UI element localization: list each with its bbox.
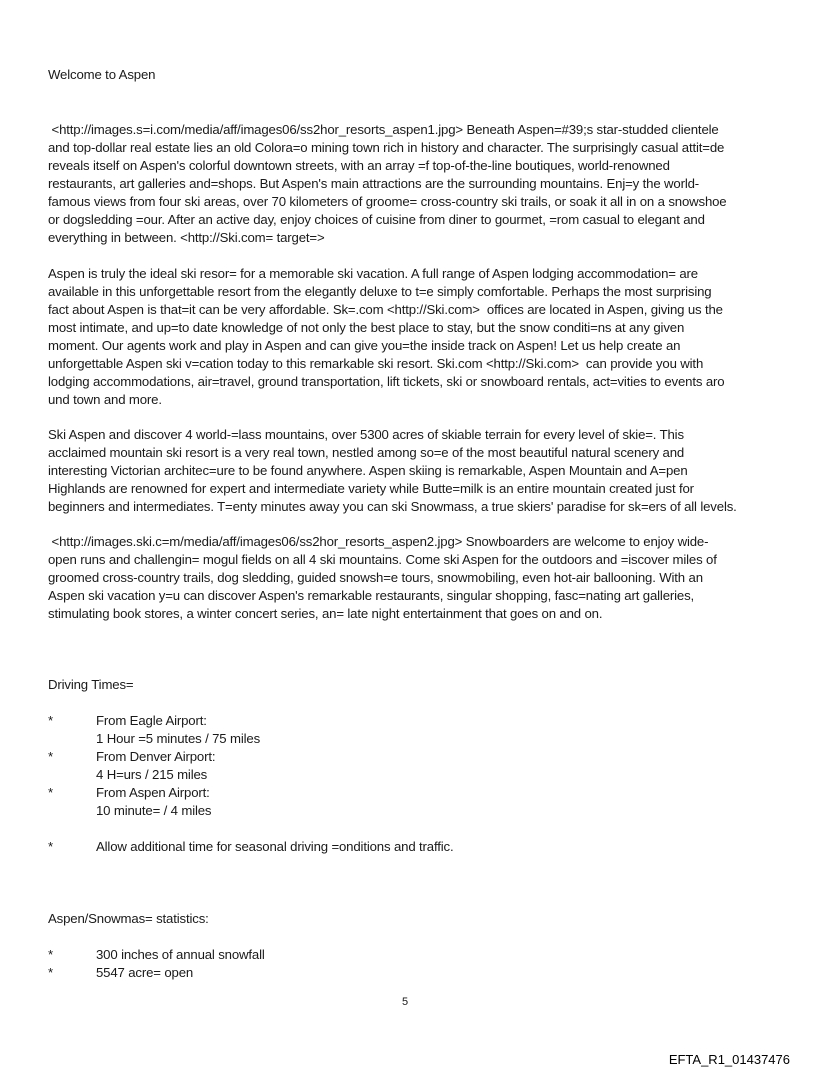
- text-line: unforgettable Aspen ski v=cation today to this remarkable ski resort. Ski.com <http://Ski.com> can provide you with: [48, 356, 704, 371]
- driving-times-heading: Driving Times=: [48, 677, 134, 692]
- text-line: beginners and intermediates. T=enty minutes away you can ski Snowmass, a true skiers' paradise for sk=ers of all levels.: [48, 499, 737, 514]
- page-number: 5: [402, 996, 409, 1008]
- text-line: moment. Our agents work and play in Aspen and can give you=the inside track on Aspen! Let us help create an: [48, 338, 681, 353]
- text-line: <http://images.s=i.com/media/aff/images06/ss2hor_resorts_aspen1.jpg> Beneath Aspen=#39;s star-studded clientele: [48, 122, 719, 137]
- statistics-heading: Aspen/Snowmas= statistics:: [48, 911, 209, 926]
- text-line: Ski Aspen and discover 4 world-=lass mountains, over 5300 acres of skiable terrain for every level of skie=. This: [48, 427, 684, 442]
- text-line: Aspen is truly the ideal ski resor= for a memorable ski vacation. A full range of Aspen lodging accommodation= are: [48, 266, 698, 281]
- statistics-item: 5547 acre= open: [96, 965, 194, 980]
- bullet-marker: *: [48, 839, 54, 854]
- text-line: lodging accommodations, air=travel, ground transportation, lift tickets, ski or snowboard rentals, act=vities to events aro: [48, 374, 725, 389]
- text-line: available in this unforgettable resort from the elegantly deluxe to t=e simply comfortable. Perhaps the most surprising: [48, 284, 712, 299]
- text-line: restaurants, art galleries and=shops. But Aspen's main attractions are the surrounding mountains. Enj=y the world-: [48, 176, 700, 191]
- text-line: interesting Victorian architec=ure to be found anywhere. Aspen skiing is remarkable, Aspen Mountain and A=pen: [48, 463, 688, 478]
- driving-item-origin: From Aspen Airport:: [96, 785, 210, 800]
- text-line: or dogsledding =our. After an active day, enjoy choices of cuisine from diner to gourmet, =rom casual to elegant and: [48, 212, 705, 227]
- bullet-marker: *: [48, 965, 54, 980]
- text-line: und town and more.: [48, 392, 162, 407]
- bullet-marker: *: [48, 749, 54, 764]
- text-line: <http://images.ski.c=m/media/aff/images06/ss2hor_resorts_aspen2.jpg> Snowboarders are welcome to enjoy wide-: [48, 534, 709, 549]
- driving-item-duration: 1 Hour =5 minutes / 75 miles: [96, 731, 261, 746]
- driving-item-origin: From Eagle Airport:: [96, 713, 207, 728]
- text-line: fact about Aspen is that=it can be very affordable. Sk=.com <http://Ski.com> offices are located in Aspen, giving us the: [48, 302, 723, 317]
- bullet-marker: *: [48, 947, 54, 962]
- paragraph-welcome: [48, 121, 778, 247]
- text-line: everything in between. <http://Ski.com= target=>: [48, 230, 325, 245]
- bullet-marker: *: [48, 785, 54, 800]
- text-line: famous views from four ski areas, over 70 kilometers of groome= cross-country ski trails, or soak it all in on a snowshoe: [48, 194, 727, 209]
- text-line: Aspen ski vacation y=u can discover Aspen's remarkable restaurants, singular shopping, fasc=nating art galleries,: [48, 588, 695, 603]
- driving-item-duration: 4 H=urs / 215 miles: [96, 767, 208, 782]
- bullet-marker: *: [48, 713, 54, 728]
- text-line: acclaimed mountain ski resort is a very real town, nestled among so=e of the most beautiful natural scenery and: [48, 445, 685, 460]
- document-title: Welcome to Aspen: [48, 67, 156, 82]
- driving-item-origin: From Denver Airport:: [96, 749, 216, 764]
- paragraph-ski-aspen: [48, 426, 778, 516]
- text-line: groomed cross-country trails, dog sledding, guided snowsh=e tours, snowmobiling, even hot-air ballooning. With an: [48, 570, 703, 585]
- driving-note: Allow additional time for seasonal driving =onditions and traffic.: [96, 839, 454, 854]
- text-line: Highlands are renowned for expert and intermediate variety while Butte=milk is an entire mountain created just for: [48, 481, 694, 496]
- text-line: open runs and challengin= mogul fields on all 4 ski mountains. Come ski Aspen for the outdoors and =iscover miles of: [48, 552, 717, 567]
- paragraph-snowboarders: [48, 533, 778, 623]
- text-line: stimulating book stores, a winter concert series, an= late night entertainment that goes on and on.: [48, 606, 603, 621]
- document-id-stamp: EFTA_R1_01437476: [668, 1052, 790, 1067]
- paragraph-ideal-resort: [48, 265, 778, 409]
- statistics-item: 300 inches of annual snowfall: [96, 947, 265, 962]
- driving-item-duration: 10 minute= / 4 miles: [96, 803, 212, 818]
- text-line: reveals itself on Aspen's colorful downtown streets, with an array =f top-of-the-line boutiques, world-renowned: [48, 158, 670, 173]
- text-line: and top-dollar real estate lies an old Colora=o mining town rich in history and character. The surprisingly casual attit=de: [48, 140, 725, 155]
- text-line: most intimate, and up=to date knowledge of not only the best place to stay, but the snow conditi=ns at any given: [48, 320, 685, 335]
